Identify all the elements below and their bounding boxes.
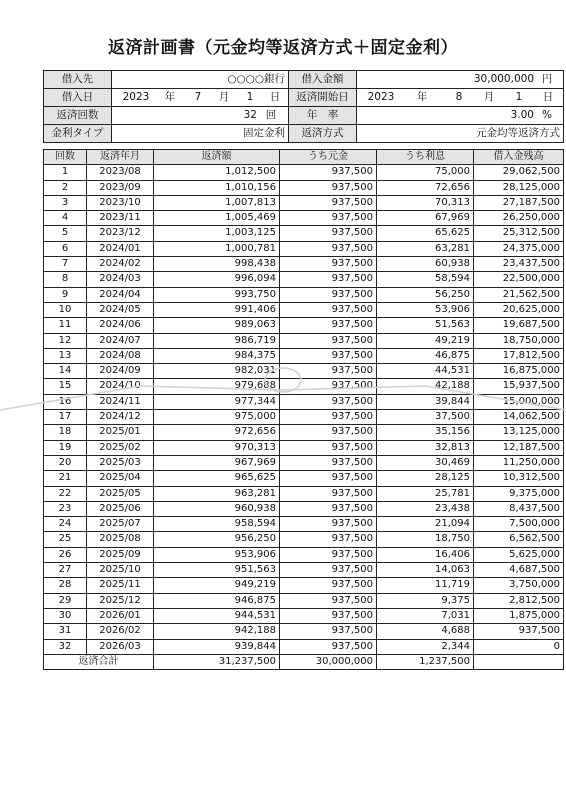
- cell-payment: 951,563: [154, 563, 280, 578]
- cell-principal: 937,500: [280, 624, 377, 639]
- cell-balance: 8,437,500: [474, 501, 564, 516]
- borrow-month: 7: [194, 91, 202, 103]
- method-value: 元金均等返済方式: [357, 125, 564, 143]
- table-row: [44, 501, 564, 516]
- table-row: [44, 195, 564, 210]
- cell-count: 1: [44, 165, 87, 180]
- cell-month: 2023/08: [87, 165, 154, 180]
- repay-start-label: 返済開始日: [289, 89, 357, 107]
- cell-principal: 937,500: [280, 364, 377, 379]
- loan-info-table: [43, 70, 564, 143]
- table-row: [44, 165, 564, 180]
- cell-interest: 16,406: [377, 547, 474, 562]
- table-row: [44, 287, 564, 302]
- cell-count: 5: [44, 226, 87, 241]
- cell-principal: 937,500: [280, 348, 377, 363]
- cell-payment: 946,875: [154, 593, 280, 608]
- amount-value: 30,000,000: [473, 73, 534, 85]
- cell-payment: 960,938: [154, 501, 280, 516]
- cell-payment: 942,188: [154, 624, 280, 639]
- cell-count: 29: [44, 593, 87, 608]
- cell-balance: 23,437,500: [474, 257, 564, 272]
- col-header-payment: 返済額: [154, 150, 280, 165]
- cell-count: 20: [44, 455, 87, 470]
- borrow-date-parts: [115, 89, 285, 106]
- borrow-year-unit: 年: [164, 91, 176, 103]
- borrow-date-cell: [112, 89, 289, 107]
- table-row: [44, 455, 564, 470]
- cell-balance: 25,312,500: [474, 226, 564, 241]
- cell-count: 31: [44, 624, 87, 639]
- cell-month: 2024/10: [87, 379, 154, 394]
- cell-month: 2023/12: [87, 226, 154, 241]
- cell-balance: 16,875,000: [474, 364, 564, 379]
- cell-count: 17: [44, 410, 87, 425]
- cell-balance: 28,125,000: [474, 180, 564, 195]
- table-row: [44, 425, 564, 440]
- table-row: [44, 639, 564, 654]
- cell-balance: 29,062,500: [474, 165, 564, 180]
- table-row: [44, 532, 564, 547]
- table-row: [44, 394, 564, 409]
- cell-payment: 984,375: [154, 348, 280, 363]
- cell-count: 9: [44, 287, 87, 302]
- cell-principal: 937,500: [280, 287, 377, 302]
- cell-month: 2023/09: [87, 180, 154, 195]
- cell-interest: 53,906: [377, 302, 474, 317]
- repay-start-parts: [360, 89, 560, 106]
- cell-balance: 3,750,000: [474, 578, 564, 593]
- cell-month: 2025/06: [87, 501, 154, 516]
- cell-payment: 956,250: [154, 532, 280, 547]
- cell-interest: 23,438: [377, 501, 474, 516]
- start-month: 8: [455, 91, 463, 103]
- cell-interest: 21,094: [377, 517, 474, 532]
- cell-month: 2026/01: [87, 608, 154, 623]
- table-row: [44, 624, 564, 639]
- schedule-body: [44, 150, 564, 670]
- cell-month: 2024/05: [87, 302, 154, 317]
- total-payment: 31,237,500: [154, 654, 280, 669]
- cell-principal: 937,500: [280, 471, 377, 486]
- cell-balance: 13,125,000: [474, 425, 564, 440]
- cell-payment: 1,003,125: [154, 226, 280, 241]
- table-row: [44, 547, 564, 562]
- cell-balance: 24,375,000: [474, 241, 564, 256]
- cell-principal: 937,500: [280, 578, 377, 593]
- cell-interest: 4,688: [377, 624, 474, 639]
- cell-interest: 37,500: [377, 410, 474, 425]
- cell-payment: 991,406: [154, 302, 280, 317]
- cell-count: 3: [44, 195, 87, 210]
- borrow-year: 2023: [122, 91, 150, 103]
- cell-month: 2024/11: [87, 394, 154, 409]
- cell-principal: 937,500: [280, 486, 377, 501]
- count-unit: 回: [265, 109, 277, 121]
- cell-principal: 937,500: [280, 547, 377, 562]
- cell-interest: 2,344: [377, 639, 474, 654]
- cell-balance: 10,312,500: [474, 471, 564, 486]
- cell-principal: 937,500: [280, 455, 377, 470]
- table-row: [44, 318, 564, 333]
- cell-payment: 986,719: [154, 333, 280, 348]
- cell-principal: 937,500: [280, 180, 377, 195]
- cell-principal: 937,500: [280, 241, 377, 256]
- table-row: [44, 272, 564, 287]
- cell-month: 2024/06: [87, 318, 154, 333]
- lender-value: ○○○○銀行: [112, 71, 289, 89]
- cell-count: 14: [44, 364, 87, 379]
- cell-balance: 4,687,500: [474, 563, 564, 578]
- cell-principal: 937,500: [280, 410, 377, 425]
- cell-interest: 25,781: [377, 486, 474, 501]
- table-row: [44, 257, 564, 272]
- cell-month: 2025/08: [87, 532, 154, 547]
- table-row: [44, 211, 564, 226]
- cell-month: 2025/10: [87, 563, 154, 578]
- table-row: [44, 364, 564, 379]
- table-row: [44, 578, 564, 593]
- table-row: [44, 471, 564, 486]
- cell-payment: 989,063: [154, 318, 280, 333]
- cell-interest: 28,125: [377, 471, 474, 486]
- cell-payment: 958,594: [154, 517, 280, 532]
- lender-label: 借入先: [44, 71, 112, 89]
- total-principal: 30,000,000: [280, 654, 377, 669]
- cell-month: 2024/02: [87, 257, 154, 272]
- count-cell: [112, 107, 289, 125]
- cell-month: 2025/12: [87, 593, 154, 608]
- cell-principal: 937,500: [280, 302, 377, 317]
- cell-balance: 26,250,000: [474, 211, 564, 226]
- cell-principal: 937,500: [280, 165, 377, 180]
- cell-principal: 937,500: [280, 608, 377, 623]
- cell-interest: 46,875: [377, 348, 474, 363]
- count-label: 返済回数: [44, 107, 112, 125]
- cell-principal: 937,500: [280, 272, 377, 287]
- start-day-unit: 日: [542, 91, 554, 103]
- info-row-1: [44, 71, 564, 89]
- repay-start-cell: [357, 89, 564, 107]
- table-row: [44, 241, 564, 256]
- cell-balance: 9,375,000: [474, 486, 564, 501]
- cell-count: 22: [44, 486, 87, 501]
- cell-payment: 944,531: [154, 608, 280, 623]
- cell-principal: 937,500: [280, 440, 377, 455]
- table-row: [44, 517, 564, 532]
- cell-month: 2024/09: [87, 364, 154, 379]
- cell-payment: 1,005,469: [154, 211, 280, 226]
- cell-interest: 51,563: [377, 318, 474, 333]
- cell-count: 2: [44, 180, 87, 195]
- cell-interest: 35,156: [377, 425, 474, 440]
- col-header-balance: 借入金残高: [474, 150, 564, 165]
- info-row-3: [44, 107, 564, 125]
- cell-count: 4: [44, 211, 87, 226]
- cell-payment: 1,010,156: [154, 180, 280, 195]
- cell-balance: 0: [474, 639, 564, 654]
- cell-count: 28: [44, 578, 87, 593]
- cell-principal: 937,500: [280, 195, 377, 210]
- table-row: [44, 379, 564, 394]
- cell-payment: 979,688: [154, 379, 280, 394]
- table-row: [44, 563, 564, 578]
- cell-payment: 972,656: [154, 425, 280, 440]
- amount-label: 借入金額: [289, 71, 357, 89]
- cell-interest: 7,031: [377, 608, 474, 623]
- borrow-month-unit: 月: [218, 91, 230, 103]
- cell-count: 10: [44, 302, 87, 317]
- cell-balance: 21,562,500: [474, 287, 564, 302]
- page-title: 返済計画書（元金均等返済方式＋固定金利）: [108, 38, 458, 58]
- cell-principal: 937,500: [280, 501, 377, 516]
- cell-payment: 998,438: [154, 257, 280, 272]
- cell-count: 15: [44, 379, 87, 394]
- cell-payment: 967,969: [154, 455, 280, 470]
- total-label: 返済合計: [44, 654, 154, 669]
- cell-interest: 56,250: [377, 287, 474, 302]
- rate-type-value: 固定金利: [112, 125, 289, 143]
- borrow-date-label: 借入日: [44, 89, 112, 107]
- cell-count: 12: [44, 333, 87, 348]
- cell-interest: 63,281: [377, 241, 474, 256]
- table-row: [44, 302, 564, 317]
- count-value: 32: [243, 109, 257, 121]
- cell-principal: 937,500: [280, 639, 377, 654]
- cell-payment: 965,625: [154, 471, 280, 486]
- col-header-interest: うち利息: [377, 150, 474, 165]
- cell-principal: 937,500: [280, 211, 377, 226]
- cell-count: 30: [44, 608, 87, 623]
- info-row-2: [44, 89, 564, 107]
- total-interest: 1,237,500: [377, 654, 474, 669]
- cell-month: 2024/07: [87, 333, 154, 348]
- cell-balance: 6,562,500: [474, 532, 564, 547]
- cell-payment: 1,007,813: [154, 195, 280, 210]
- cell-payment: 1,000,781: [154, 241, 280, 256]
- cell-interest: 9,375: [377, 593, 474, 608]
- cell-principal: 937,500: [280, 394, 377, 409]
- cell-payment: 963,281: [154, 486, 280, 501]
- rate-unit: %: [542, 109, 552, 121]
- total-balance-empty: [474, 654, 564, 669]
- cell-principal: 937,500: [280, 333, 377, 348]
- cell-interest: 49,219: [377, 333, 474, 348]
- cell-balance: 15,000,000: [474, 394, 564, 409]
- cell-payment: 996,094: [154, 272, 280, 287]
- table-row: [44, 226, 564, 241]
- cell-month: 2023/11: [87, 211, 154, 226]
- cell-interest: 18,750: [377, 532, 474, 547]
- col-header-principal: うち元金: [280, 150, 377, 165]
- cell-balance: 1,875,000: [474, 608, 564, 623]
- cell-balance: 22,500,000: [474, 272, 564, 287]
- cell-principal: 937,500: [280, 425, 377, 440]
- rate-type-label: 金利タイプ: [44, 125, 112, 143]
- cell-interest: 42,188: [377, 379, 474, 394]
- cell-principal: 937,500: [280, 379, 377, 394]
- rate-value: 3.00: [510, 109, 534, 121]
- info-row-4: [44, 125, 564, 143]
- cell-count: 24: [44, 517, 87, 532]
- cell-month: 2025/03: [87, 455, 154, 470]
- cell-balance: 5,625,000: [474, 547, 564, 562]
- cell-interest: 65,625: [377, 226, 474, 241]
- cell-balance: 20,625,000: [474, 302, 564, 317]
- cell-count: 16: [44, 394, 87, 409]
- table-row: [44, 440, 564, 455]
- cell-interest: 32,813: [377, 440, 474, 455]
- cell-balance: 19,687,500: [474, 318, 564, 333]
- cell-month: 2024/12: [87, 410, 154, 425]
- cell-balance: 18,750,000: [474, 333, 564, 348]
- cell-count: 8: [44, 272, 87, 287]
- cell-principal: 937,500: [280, 563, 377, 578]
- cell-interest: 44,531: [377, 364, 474, 379]
- cell-interest: 39,844: [377, 394, 474, 409]
- cell-balance: 15,937,500: [474, 379, 564, 394]
- table-row: [44, 333, 564, 348]
- cell-balance: 14,062,500: [474, 410, 564, 425]
- cell-month: 2025/05: [87, 486, 154, 501]
- cell-interest: 11,719: [377, 578, 474, 593]
- start-day: 1: [515, 91, 523, 103]
- cell-balance: 27,187,500: [474, 195, 564, 210]
- amount-unit: 円: [541, 73, 553, 85]
- cell-count: 6: [44, 241, 87, 256]
- cell-interest: 72,656: [377, 180, 474, 195]
- cell-month: 2025/09: [87, 547, 154, 562]
- cell-balance: 937,500: [474, 624, 564, 639]
- cell-payment: 1,012,500: [154, 165, 280, 180]
- cell-payment: 970,313: [154, 440, 280, 455]
- cell-month: 2024/03: [87, 272, 154, 287]
- cell-month: 2025/07: [87, 517, 154, 532]
- cell-principal: 937,500: [280, 226, 377, 241]
- rate-cell: [357, 107, 564, 125]
- cell-principal: 937,500: [280, 318, 377, 333]
- table-row: [44, 486, 564, 501]
- cell-month: 2025/11: [87, 578, 154, 593]
- cell-balance: 2,812,500: [474, 593, 564, 608]
- cell-month: 2024/01: [87, 241, 154, 256]
- method-label: 返済方式: [289, 125, 357, 143]
- cell-count: 11: [44, 318, 87, 333]
- cell-payment: 939,844: [154, 639, 280, 654]
- cell-count: 18: [44, 425, 87, 440]
- cell-month: 2024/04: [87, 287, 154, 302]
- cell-count: 26: [44, 547, 87, 562]
- start-year-unit: 年: [416, 91, 428, 103]
- cell-balance: 12,187,500: [474, 440, 564, 455]
- cell-interest: 67,969: [377, 211, 474, 226]
- cell-interest: 14,063: [377, 563, 474, 578]
- cell-payment: 982,031: [154, 364, 280, 379]
- cell-payment: 977,344: [154, 394, 280, 409]
- cell-count: 19: [44, 440, 87, 455]
- col-header-month: 返済年月: [87, 150, 154, 165]
- header-row: [44, 150, 564, 165]
- cell-payment: 993,750: [154, 287, 280, 302]
- cell-payment: 975,000: [154, 410, 280, 425]
- cell-principal: 937,500: [280, 517, 377, 532]
- cell-balance: 7,500,000: [474, 517, 564, 532]
- cell-month: 2025/01: [87, 425, 154, 440]
- cell-month: 2025/02: [87, 440, 154, 455]
- cell-interest: 30,469: [377, 455, 474, 470]
- amount-cell: [357, 71, 564, 89]
- table-row: [44, 410, 564, 425]
- cell-month: 2024/08: [87, 348, 154, 363]
- cell-payment: 953,906: [154, 547, 280, 562]
- cell-payment: 949,219: [154, 578, 280, 593]
- cell-count: 7: [44, 257, 87, 272]
- cell-count: 23: [44, 501, 87, 516]
- cell-balance: 17,812,500: [474, 348, 564, 363]
- cell-month: 2026/02: [87, 624, 154, 639]
- cell-count: 32: [44, 639, 87, 654]
- table-row: [44, 180, 564, 195]
- col-header-count: 回数: [44, 150, 87, 165]
- table-row: [44, 593, 564, 608]
- table-row: [44, 608, 564, 623]
- borrow-day-unit: 日: [269, 91, 281, 103]
- borrow-day: 1: [246, 91, 254, 103]
- cell-month: 2026/03: [87, 639, 154, 654]
- rate-label: 年 率: [289, 107, 357, 125]
- cell-principal: 937,500: [280, 257, 377, 272]
- repayment-schedule-table: [43, 149, 564, 670]
- cell-interest: 58,594: [377, 272, 474, 287]
- cell-interest: 60,938: [377, 257, 474, 272]
- total-row: [44, 654, 564, 669]
- start-year: 2023: [367, 91, 395, 103]
- cell-principal: 937,500: [280, 532, 377, 547]
- cell-count: 25: [44, 532, 87, 547]
- cell-month: 2025/04: [87, 471, 154, 486]
- cell-count: 21: [44, 471, 87, 486]
- cell-count: 27: [44, 563, 87, 578]
- cell-month: 2023/10: [87, 195, 154, 210]
- cell-principal: 937,500: [280, 593, 377, 608]
- cell-balance: 11,250,000: [474, 455, 564, 470]
- start-month-unit: 月: [483, 91, 495, 103]
- cell-interest: 75,000: [377, 165, 474, 180]
- cell-interest: 70,313: [377, 195, 474, 210]
- cell-count: 13: [44, 348, 87, 363]
- table-row: [44, 348, 564, 363]
